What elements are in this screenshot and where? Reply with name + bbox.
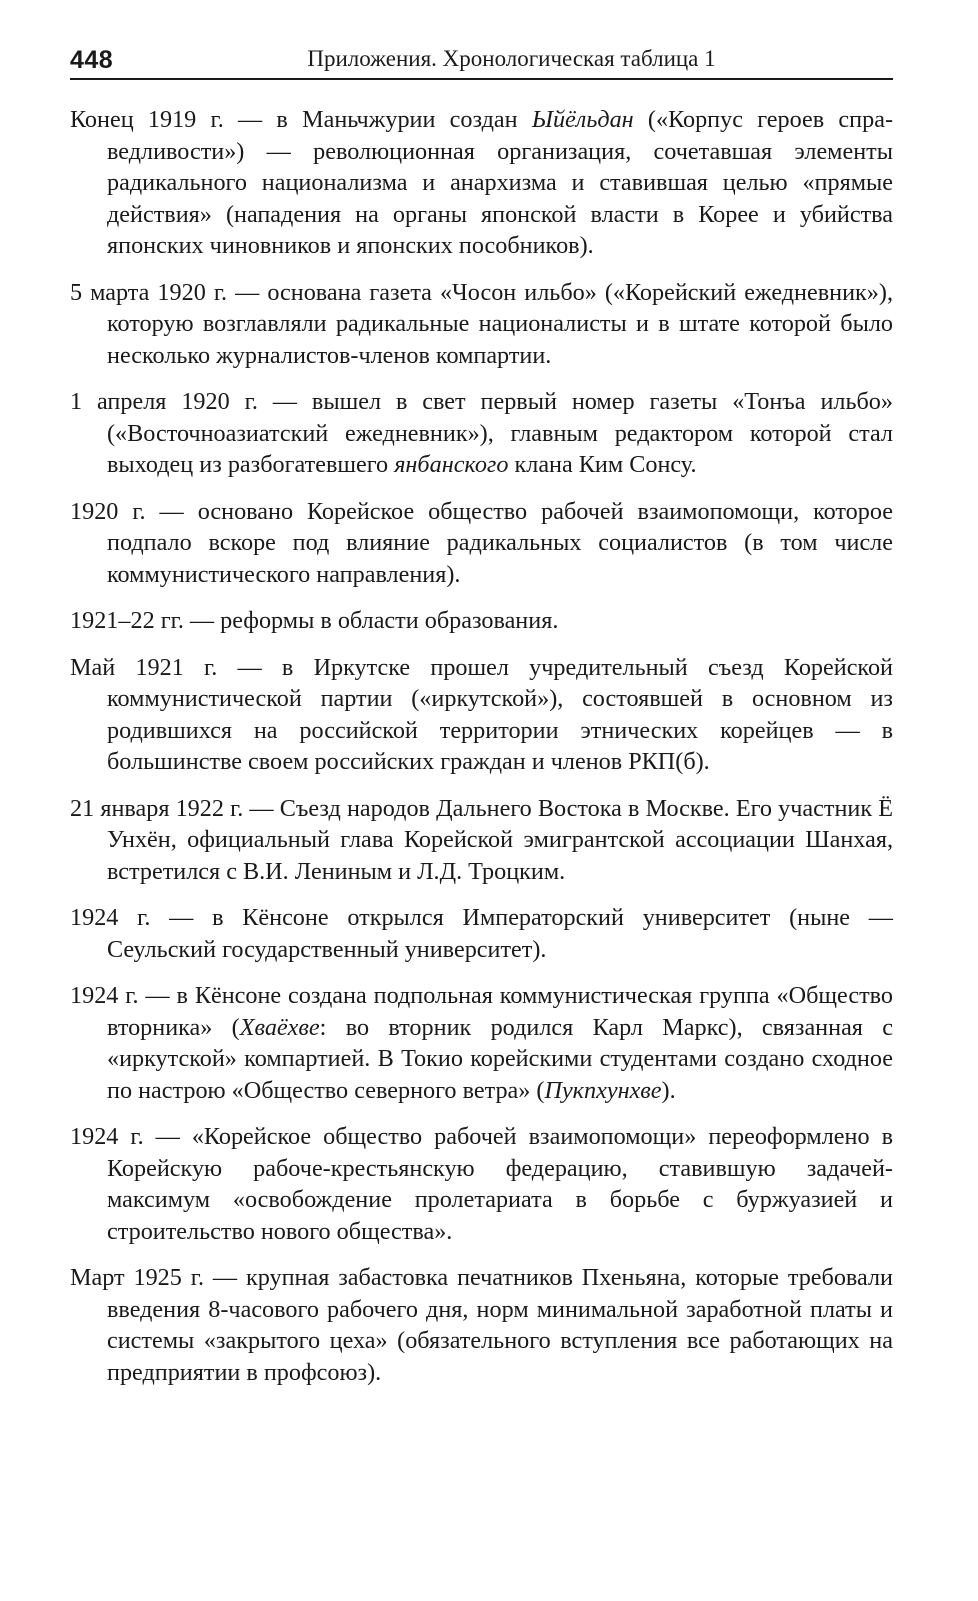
entry-text: («Корпус героев справедливости») — революционная организация, сочетавшая элементы радикального национализма и анархизма и ставившая целью «прямые действия» (нападения на органы японской власти в Корее и убийства японских чиновников и японских пособников). <box>107 106 893 259</box>
running-title: Приложения. Хронологическая таблица 1 <box>307 46 716 71</box>
chronology-entry <box>70 277 893 372</box>
chronology-entry <box>70 652 893 778</box>
entry-text: ). <box>661 1076 676 1104</box>
chronology-entry <box>70 605 893 637</box>
entry-text: : во вторник родился Карл Маркс), связанная с «иркутской» компартией. В Токио корейскими студентами создано сходное по настрою «Общество северного ветра» ( <box>107 1013 893 1104</box>
entry-text: 5 марта 1920 г. — основана газета «Чосон ильбо» («Корейский ежедневник»), которую возглавляли радикальные националисты и в штате которой было несколько журналистов-членов компартии. <box>70 278 893 369</box>
italic-term: Хваёхве <box>239 1013 320 1041</box>
page-number: 448 <box>70 46 114 74</box>
entry-text: Март 1925 г. — крупная забастовка печатников Пхеньяна, которые требовали введения 8-часового рабочего дня, норм минимальной заработной платы и системы «закрытого цеха» (обязательного вступления все работающих на предприятии в профсоюз). <box>70 1264 893 1386</box>
entry-text: 1924 г. — «Корейское общество рабочей взаимопомощи» переоформлено в Корейскую рабоче-крестьянскую федерацию, ставившую задачей-максимум «освобождение пролетариата в борьбе с буржуазией и строительство нового общества». <box>70 1123 893 1245</box>
chronology-entry <box>70 104 893 262</box>
chronology-entry <box>70 980 893 1106</box>
entry-text: Май 1921 г. — в Иркутске прошел учредительный съезд Корейской коммунистической партии («иркутской»), состоявшей в основном из родившихся на российской территории этнических корейцев — в большинстве своем российских граждан и членов РКП(б). <box>70 653 893 775</box>
italic-term: Ыйёльдан <box>531 106 634 133</box>
chronology-entry <box>70 902 893 965</box>
chronology-list <box>70 104 893 1403</box>
entry-text: 1924 г. — в Кёнсоне создана подпольная коммунистическая группа «Общество вторника» ( <box>70 982 893 1041</box>
chronology-entry <box>70 1262 893 1388</box>
entry-text: клана Ким Сонсу. <box>508 451 697 478</box>
running-header <box>70 40 893 80</box>
entry-text: 1 апреля 1920 г. — вышел в свет первый номер газеты «Тонъа ильбо» («Восточноазиатский ежедневник»), главным редактором которой стал выходец из разбогатевшего <box>70 388 893 478</box>
italic-term: Пукпхунхве <box>544 1076 662 1104</box>
chronology-entry <box>70 386 893 481</box>
entry-text: 21 января 1922 г. — Съезд народов Дальнего Востока в Москве. Его участник Ё Унхён, официальный глава Корейской эмигрантской ассоциации Шанхая, встретился с В.И. Лениным и Л.Д. Троцким. <box>70 794 893 885</box>
entry-text: 1920 г. — основано Корейское общество рабочей взаимопомощи, которое подпало вскоре под влияние радикальных социалистов (в том числе коммунистического направления). <box>70 497 893 588</box>
entry-text: 1921–22 гг. — реформы в области образования. <box>70 607 559 634</box>
chronology-entry <box>70 496 893 591</box>
italic-term: янбанского <box>394 451 509 478</box>
chronology-entry <box>70 1121 893 1247</box>
chronology-entry <box>70 793 893 888</box>
entry-text: 1924 г. — в Кёнсоне открылся Императорский университет (ныне — Сеульский государственный университет). <box>70 904 893 963</box>
entry-text: Конец 1919 г. — в Маньчжурии создан <box>70 106 532 133</box>
